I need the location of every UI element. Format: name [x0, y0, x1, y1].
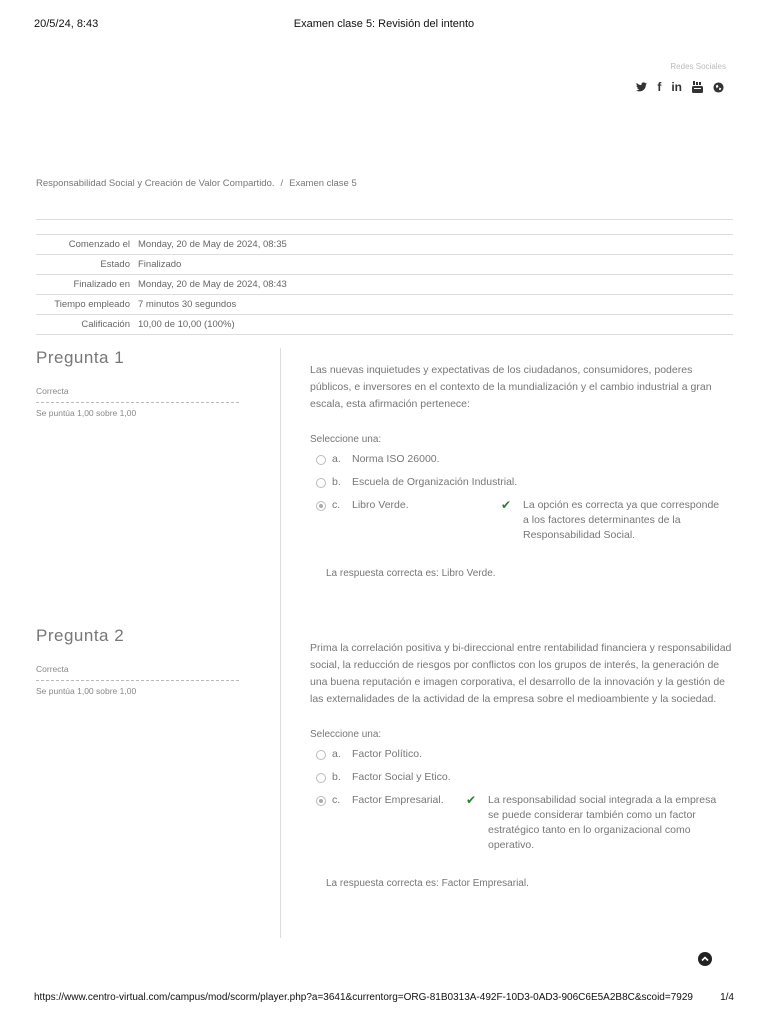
- right-answer: La respuesta correcta es: Libro Verde.: [326, 568, 496, 579]
- summary-row-finished: [36, 275, 733, 295]
- question-2: [36, 626, 733, 938]
- summary-label: Comenzado el: [68, 239, 130, 250]
- summary-row-time: [36, 295, 733, 315]
- option-text: Factor Empresarial.: [352, 794, 444, 806]
- vertical-divider: [280, 348, 281, 626]
- radio-button[interactable]: [316, 773, 326, 783]
- right-answer: La respuesta correcta es: Factor Empresarial.: [326, 878, 529, 889]
- option-letter: a.: [332, 453, 341, 465]
- social-label: Redes Sociales: [670, 62, 726, 71]
- answer-options: [310, 452, 730, 543]
- summary-label: Finalizado en: [73, 279, 130, 290]
- youtube-icon[interactable]: [692, 81, 703, 93]
- twitter-icon[interactable]: [636, 82, 647, 92]
- chevron-up-icon: [701, 955, 709, 963]
- question-state: Correcta: [36, 386, 239, 403]
- option-text: Factor Social y Etico.: [352, 771, 451, 783]
- social-icons: [636, 80, 724, 94]
- option-letter: c.: [332, 499, 341, 511]
- option-a[interactable]: [310, 452, 730, 467]
- option-text: Libro Verde.: [352, 499, 409, 511]
- question-info: [36, 348, 239, 418]
- print-page-number: 1/4: [720, 992, 734, 1003]
- print-url: https://www.centro-virtual.com/campus/mod/scorm/player.php?a=3641&currentorg=ORG-81B0313A-492F-10D3-0AD3-906C6E5A2B8C&scoid=7929: [34, 992, 693, 1003]
- print-datetime: 20/5/24, 8:43: [34, 18, 99, 30]
- check-icon: ✔: [466, 793, 477, 807]
- summary-label: Tiempo empleado: [54, 299, 130, 310]
- summary-label: Estado: [100, 259, 130, 270]
- option-letter: b.: [332, 771, 341, 783]
- breadcrumb-exam-link[interactable]: Examen clase 5: [289, 178, 357, 189]
- option-feedback: La opción es correcta ya que corresponde a los factores determinantes de la Responsabilidad Social.: [523, 499, 720, 541]
- facebook-icon[interactable]: f: [657, 80, 662, 94]
- print-title: Examen clase 5: Revisión del intento: [293, 18, 475, 30]
- summary-value: Monday, 20 de May de 2024, 08:35: [138, 239, 287, 250]
- question-number: Pregunta 1: [36, 348, 125, 367]
- summary-label: Calificación: [81, 319, 130, 330]
- answer-prompt: Seleccione una:: [310, 434, 382, 445]
- answer-options: [310, 747, 734, 853]
- breadcrumb: [36, 178, 357, 189]
- option-text: Factor Político.: [352, 748, 423, 760]
- option-c[interactable]: [310, 498, 730, 543]
- globe-icon[interactable]: [713, 82, 724, 93]
- check-icon: ✔: [501, 498, 512, 512]
- summary-value: 10,00 de 10,00 (100%): [138, 319, 235, 330]
- question-info: [36, 626, 239, 696]
- radio-button-checked[interactable]: [316, 796, 326, 806]
- option-c[interactable]: [310, 793, 734, 853]
- summary-value: Finalizado: [138, 259, 182, 270]
- radio-button[interactable]: [316, 750, 326, 760]
- option-text: Escuela de Organización Industrial.: [352, 476, 518, 488]
- question-grade: Se puntúa 1,00 sobre 1,00: [36, 686, 137, 696]
- option-a[interactable]: [310, 747, 734, 762]
- vertical-divider: [280, 626, 281, 938]
- radio-button-checked[interactable]: [316, 501, 326, 511]
- question-grade: Se puntúa 1,00 sobre 1,00: [36, 408, 137, 418]
- linkedin-icon[interactable]: in: [671, 80, 682, 94]
- summary-row-state: [36, 255, 733, 275]
- breadcrumb-separator: /: [280, 178, 284, 189]
- answer-prompt: Seleccione una:: [310, 729, 382, 740]
- summary-value: 7 minutos 30 segundos: [138, 299, 237, 310]
- breadcrumb-course-link[interactable]: Responsabilidad Social y Creación de Valor Compartido.: [36, 178, 275, 189]
- question-number: Pregunta 2: [36, 626, 125, 645]
- question-content: [310, 640, 734, 892]
- question-content: [310, 362, 730, 582]
- question-state: Correcta: [36, 664, 239, 681]
- attempt-summary-table: [36, 234, 733, 335]
- question-1: [36, 348, 733, 626]
- divider: [36, 219, 733, 220]
- radio-button[interactable]: [316, 455, 326, 465]
- summary-value: Monday, 20 de May de 2024, 08:43: [138, 279, 287, 290]
- option-b[interactable]: [310, 475, 730, 490]
- radio-button[interactable]: [316, 478, 326, 488]
- question-text: Las nuevas inquietudes y expectativas de los ciudadanos, consumidores, poderes públicos, e inversores en el contexto de la mundialización y el cambio industrial a gran escala, esta afirmación pertenece:: [310, 364, 712, 410]
- option-b[interactable]: [310, 770, 734, 785]
- scroll-to-top-button[interactable]: [698, 952, 712, 966]
- option-letter: a.: [332, 748, 341, 760]
- question-text: Prima la correlación positiva y bi-direccional entre rentabilidad financiera y responsabilidad social, la reducción de riesgos por conflictos con los grupos de interés, la generación de una buena reputación e imagen corporativa, el desarrollo de la innovación y la gestión de las externalidades de la actividad de la empresa sobre el medioambiente y la sociedad.: [310, 642, 732, 705]
- option-text: Norma ISO 26000.: [352, 453, 440, 465]
- summary-row-grade: [36, 315, 733, 335]
- option-letter: b.: [332, 476, 341, 488]
- option-letter: c.: [332, 794, 341, 806]
- option-feedback: La responsabilidad social integrada a la empresa se puede considerar también como un factor estratégico tanto en lo organizacional como operativo.: [488, 794, 717, 851]
- summary-row-started: [36, 235, 733, 255]
